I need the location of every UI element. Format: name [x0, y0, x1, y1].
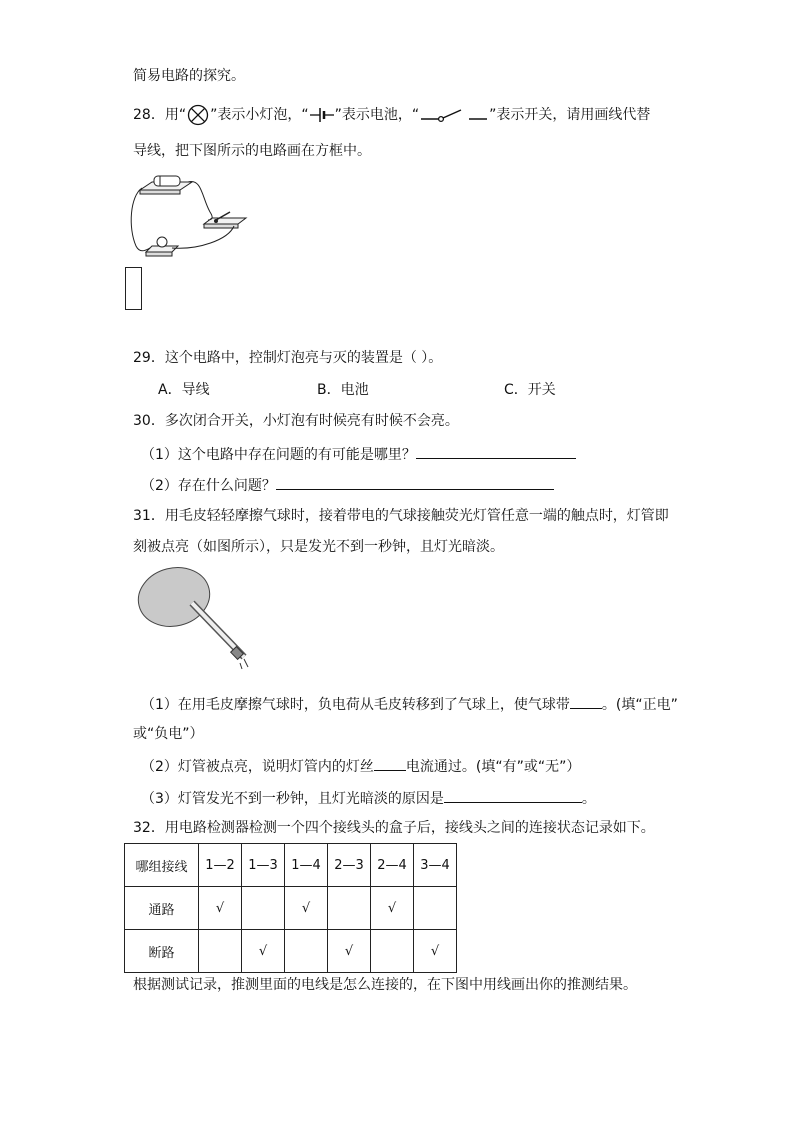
q29-option-c: C．开关 — [504, 382, 556, 398]
q30-stem: 30．多次闭合开关，小灯泡有时候亮有时候不会亮。 — [133, 413, 459, 429]
q31-sub2 — [141, 755, 580, 777]
q31-sub3 — [141, 787, 596, 809]
q30-sub1-text: （1）这个电路中存在问题的有可能是哪里？ — [141, 447, 416, 463]
q28-stem — [133, 104, 650, 126]
q31-sub2a: （2）灯管被点亮，说明灯管内的灯丝 — [141, 759, 374, 775]
q30-sub2-text: （2）存在什么问题？ — [141, 478, 276, 494]
connection-table — [124, 843, 457, 973]
q31-sub3b: 。 — [581, 791, 596, 807]
q28-text-1: 28．用“ — [133, 107, 187, 123]
table-header-cell: 1—4 — [285, 844, 328, 887]
q31-sub3a: （3）灯管发光不到一秒钟，且灯光暗淡的原因是 — [141, 791, 444, 807]
q28-text-3: ”表示电池，“ — [334, 107, 420, 123]
table-header-cell: 3—4 — [414, 844, 457, 887]
table-cell — [285, 930, 328, 973]
q28-text-4: ”表示开关，请用画线代替 — [489, 107, 651, 123]
q28-line-2: 导线，把下图所示的电路画在方框中。 — [133, 143, 371, 159]
battery-symbol-icon — [309, 106, 335, 124]
table-cell: √ — [242, 930, 285, 973]
answer-blank — [374, 755, 406, 771]
table-cell — [242, 887, 285, 930]
q29-option-a: A．导线 — [158, 382, 210, 398]
q32-stem: 32．用电路检测器检测一个四个接线头的盒子后，接线头之间的连接状态记录如下。 — [133, 820, 655, 836]
table-cell: √ — [328, 930, 371, 973]
q31-line-2: 刻被点亮（如图所示），只是发光不到一秒钟，且灯光暗淡。 — [133, 539, 504, 555]
answer-blank — [416, 443, 576, 459]
table-cell: 断路 — [125, 930, 199, 973]
table-header-cell: 哪组接线 — [125, 844, 199, 887]
table-row — [125, 930, 457, 973]
table-row — [125, 887, 457, 930]
table-cell: √ — [285, 887, 328, 930]
switch-symbol-icon — [419, 106, 489, 124]
q31-sub1 — [141, 693, 678, 715]
table-header-cell: 2—3 — [328, 844, 371, 887]
q31-line-1: 31．用毛皮轻轻摩擦气球时，接着带电的气球接触荧光灯管任意一端的触点时，灯管即 — [133, 508, 669, 524]
table-cell — [371, 930, 414, 973]
table-header-cell: 2—4 — [371, 844, 414, 887]
answer-blank — [276, 474, 554, 490]
answer-frame — [125, 267, 142, 310]
circuit-illustration — [128, 168, 258, 260]
q31-sub1a: （1）在用毛皮摩擦气球时，负电荷从毛皮转移到了气球上，使气球带 — [141, 697, 570, 713]
table-cell — [199, 930, 242, 973]
answer-blank — [570, 693, 602, 709]
table-cell: √ — [199, 887, 242, 930]
table-cell: √ — [414, 930, 457, 973]
q31-sub1c: 或“负电”） — [133, 726, 204, 742]
q32-after-text: 根据测试记录，推测里面的电线是怎么连接的，在下图中用线画出你的推测结果。 — [133, 977, 637, 993]
q30-sub1 — [141, 443, 576, 465]
bulb-symbol-icon — [186, 104, 210, 126]
answer-blank — [444, 787, 582, 803]
table-header-row — [125, 844, 457, 887]
intro-text: 简易电路的探究。 — [133, 68, 245, 84]
q28-text-2: ”表示小灯泡，“ — [210, 107, 309, 123]
table-cell: 通路 — [125, 887, 199, 930]
q29-option-b: B．电池 — [317, 382, 369, 398]
q31-sub2b: 电流通过。(填“有”或“无”） — [405, 759, 581, 775]
q30-sub2 — [141, 474, 554, 496]
q31-sub1b: 。(填“正电” — [601, 697, 678, 713]
table-header-cell: 1—2 — [199, 844, 242, 887]
table-cell — [328, 887, 371, 930]
q29-stem: 29．这个电路中，控制灯泡亮与灭的装置是（ ）。 — [133, 350, 443, 366]
table-header-cell: 1—3 — [242, 844, 285, 887]
table-cell: √ — [371, 887, 414, 930]
balloon-tube-illustration — [132, 563, 252, 671]
table-cell — [414, 887, 457, 930]
